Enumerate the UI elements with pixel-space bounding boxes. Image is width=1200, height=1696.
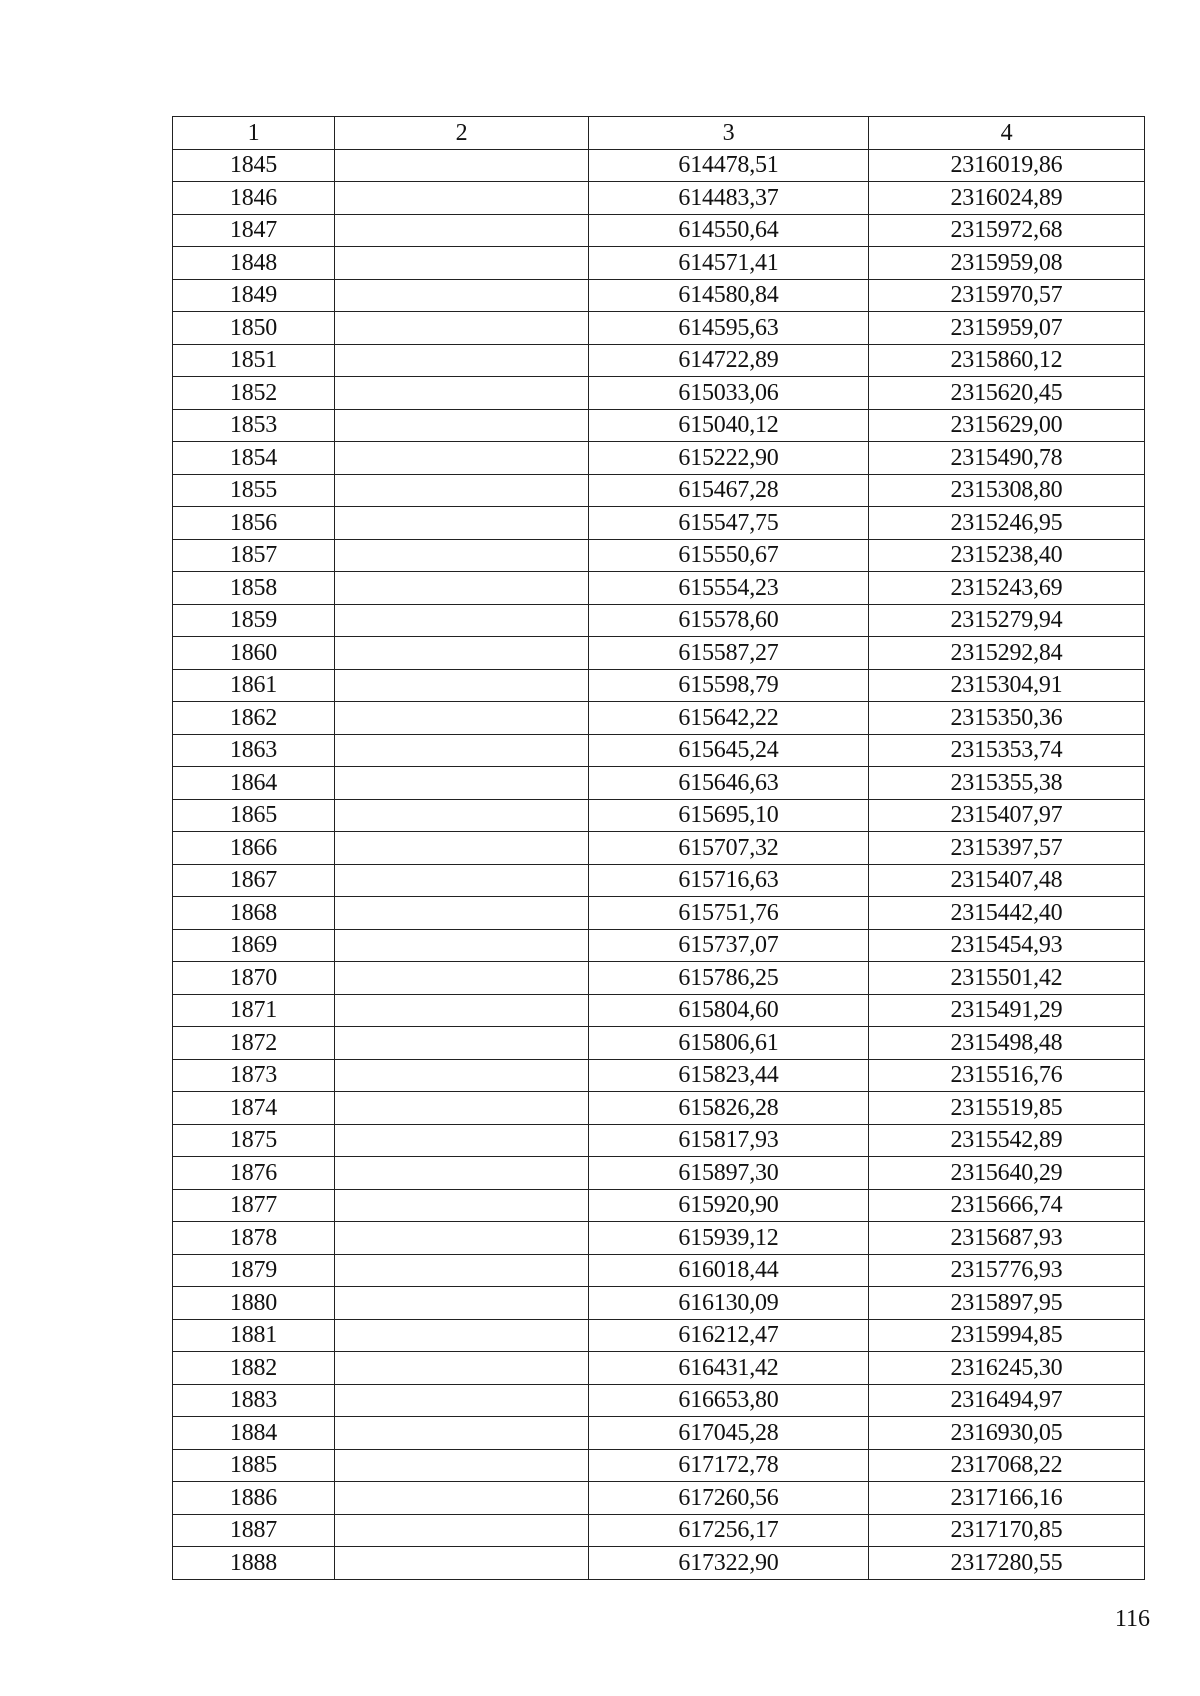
y-coordinate-cell: 2316494,97 — [869, 1384, 1145, 1417]
x-coordinate-cell: 615823,44 — [589, 1059, 869, 1092]
point-number-cell: 1871 — [173, 994, 335, 1027]
table-row — [173, 669, 1145, 702]
column-2-cell — [335, 1222, 589, 1255]
table-row — [173, 799, 1145, 832]
x-coordinate-cell: 615642,22 — [589, 702, 869, 735]
x-coordinate-cell: 616431,42 — [589, 1352, 869, 1385]
y-coordinate-cell: 2315516,76 — [869, 1059, 1145, 1092]
y-coordinate-cell: 2317280,55 — [869, 1547, 1145, 1580]
y-coordinate-cell: 2317170,85 — [869, 1514, 1145, 1547]
column-2-cell — [335, 507, 589, 540]
table-row — [173, 1449, 1145, 1482]
point-number-cell: 1867 — [173, 864, 335, 897]
column-2-cell — [335, 637, 589, 670]
x-coordinate-cell: 615645,24 — [589, 734, 869, 767]
point-number-cell: 1877 — [173, 1189, 335, 1222]
x-coordinate-cell: 615817,93 — [589, 1124, 869, 1157]
column-2-cell — [335, 474, 589, 507]
x-coordinate-cell: 614571,41 — [589, 247, 869, 280]
y-coordinate-cell: 2315279,94 — [869, 604, 1145, 637]
point-number-cell: 1845 — [173, 149, 335, 182]
table-row — [173, 344, 1145, 377]
y-coordinate-cell: 2315407,97 — [869, 799, 1145, 832]
column-2-cell — [335, 149, 589, 182]
y-coordinate-cell: 2315238,40 — [869, 539, 1145, 572]
column-2-cell — [335, 1124, 589, 1157]
y-coordinate-cell: 2317068,22 — [869, 1449, 1145, 1482]
point-number-cell: 1861 — [173, 669, 335, 702]
x-coordinate-cell: 615897,30 — [589, 1157, 869, 1190]
point-number-cell: 1857 — [173, 539, 335, 572]
y-coordinate-cell: 2315350,36 — [869, 702, 1145, 735]
column-2-cell — [335, 1384, 589, 1417]
y-coordinate-cell: 2315397,57 — [869, 832, 1145, 865]
column-2-cell — [335, 1189, 589, 1222]
column-2-cell — [335, 1319, 589, 1352]
x-coordinate-cell: 615550,67 — [589, 539, 869, 572]
point-number-cell: 1874 — [173, 1092, 335, 1125]
point-number-cell: 1864 — [173, 767, 335, 800]
x-coordinate-cell: 615040,12 — [589, 409, 869, 442]
x-coordinate-cell: 614580,84 — [589, 279, 869, 312]
point-number-cell: 1860 — [173, 637, 335, 670]
column-2-cell — [335, 409, 589, 442]
table-row — [173, 1222, 1145, 1255]
table-row — [173, 604, 1145, 637]
column-2-cell — [335, 247, 589, 280]
column-header-3: 3 — [589, 117, 869, 150]
table-row — [173, 1027, 1145, 1060]
y-coordinate-cell: 2315640,29 — [869, 1157, 1145, 1190]
point-number-cell: 1887 — [173, 1514, 335, 1547]
x-coordinate-cell: 615920,90 — [589, 1189, 869, 1222]
column-2-cell — [335, 864, 589, 897]
table-row — [173, 897, 1145, 930]
point-number-cell: 1882 — [173, 1352, 335, 1385]
x-coordinate-cell: 614595,63 — [589, 312, 869, 345]
table-row — [173, 1514, 1145, 1547]
table-row — [173, 1482, 1145, 1515]
table-row — [173, 149, 1145, 182]
y-coordinate-cell: 2315542,89 — [869, 1124, 1145, 1157]
y-coordinate-cell: 2315860,12 — [869, 344, 1145, 377]
y-coordinate-cell: 2315353,74 — [869, 734, 1145, 767]
x-coordinate-cell: 615826,28 — [589, 1092, 869, 1125]
y-coordinate-cell: 2315407,48 — [869, 864, 1145, 897]
point-number-cell: 1881 — [173, 1319, 335, 1352]
table-row — [173, 247, 1145, 280]
x-coordinate-cell: 615646,63 — [589, 767, 869, 800]
y-coordinate-cell: 2315897,95 — [869, 1287, 1145, 1320]
table-row — [173, 1157, 1145, 1190]
x-coordinate-cell: 615033,06 — [589, 377, 869, 410]
column-2-cell — [335, 929, 589, 962]
point-number-cell: 1859 — [173, 604, 335, 637]
column-2-cell — [335, 1027, 589, 1060]
x-coordinate-cell: 615695,10 — [589, 799, 869, 832]
x-coordinate-cell: 615587,27 — [589, 637, 869, 670]
column-2-cell — [335, 344, 589, 377]
table-row — [173, 377, 1145, 410]
y-coordinate-cell: 2315442,40 — [869, 897, 1145, 930]
point-number-cell: 1854 — [173, 442, 335, 475]
table-row — [173, 767, 1145, 800]
y-coordinate-cell: 2315454,93 — [869, 929, 1145, 962]
table-row — [173, 214, 1145, 247]
point-number-cell: 1847 — [173, 214, 335, 247]
x-coordinate-cell: 615707,32 — [589, 832, 869, 865]
y-coordinate-cell: 2315776,93 — [869, 1254, 1145, 1287]
x-coordinate-cell: 616130,09 — [589, 1287, 869, 1320]
y-coordinate-cell: 2316245,30 — [869, 1352, 1145, 1385]
table-row — [173, 1059, 1145, 1092]
table-row — [173, 507, 1145, 540]
table-row — [173, 1417, 1145, 1450]
column-2-cell — [335, 669, 589, 702]
x-coordinate-cell: 615467,28 — [589, 474, 869, 507]
point-number-cell: 1866 — [173, 832, 335, 865]
column-2-cell — [335, 1092, 589, 1125]
column-2-cell — [335, 767, 589, 800]
x-coordinate-cell: 617256,17 — [589, 1514, 869, 1547]
x-coordinate-cell: 616018,44 — [589, 1254, 869, 1287]
column-2-cell — [335, 604, 589, 637]
column-2-cell — [335, 1547, 589, 1580]
y-coordinate-cell: 2315972,68 — [869, 214, 1145, 247]
column-2-cell — [335, 832, 589, 865]
column-2-cell — [335, 702, 589, 735]
y-coordinate-cell: 2315519,85 — [869, 1092, 1145, 1125]
column-2-cell — [335, 1417, 589, 1450]
point-number-cell: 1876 — [173, 1157, 335, 1190]
point-number-cell: 1872 — [173, 1027, 335, 1060]
x-coordinate-cell: 616653,80 — [589, 1384, 869, 1417]
x-coordinate-cell: 615578,60 — [589, 604, 869, 637]
table-row — [173, 1352, 1145, 1385]
column-2-cell — [335, 214, 589, 247]
column-2-cell — [335, 1352, 589, 1385]
y-coordinate-cell: 2316930,05 — [869, 1417, 1145, 1450]
column-2-cell — [335, 572, 589, 605]
point-number-cell: 1846 — [173, 182, 335, 215]
column-header-2: 2 — [335, 117, 589, 150]
table-row — [173, 1287, 1145, 1320]
point-number-cell: 1883 — [173, 1384, 335, 1417]
table-header — [173, 117, 1145, 150]
x-coordinate-cell: 614478,51 — [589, 149, 869, 182]
column-2-cell — [335, 799, 589, 832]
point-number-cell: 1869 — [173, 929, 335, 962]
point-number-cell: 1858 — [173, 572, 335, 605]
point-number-cell: 1851 — [173, 344, 335, 377]
y-coordinate-cell: 2315620,45 — [869, 377, 1145, 410]
point-number-cell: 1870 — [173, 962, 335, 995]
table-row — [173, 1384, 1145, 1417]
x-coordinate-cell: 615598,79 — [589, 669, 869, 702]
point-number-cell: 1856 — [173, 507, 335, 540]
column-2-cell — [335, 377, 589, 410]
x-coordinate-cell: 614722,89 — [589, 344, 869, 377]
table-row — [173, 962, 1145, 995]
point-number-cell: 1848 — [173, 247, 335, 280]
point-number-cell: 1885 — [173, 1449, 335, 1482]
y-coordinate-cell: 2316024,89 — [869, 182, 1145, 215]
column-header-1: 1 — [173, 117, 335, 150]
y-coordinate-cell: 2315666,74 — [869, 1189, 1145, 1222]
column-2-cell — [335, 897, 589, 930]
table-row — [173, 312, 1145, 345]
column-2-cell — [335, 182, 589, 215]
table-row — [173, 1254, 1145, 1287]
y-coordinate-cell: 2315687,93 — [869, 1222, 1145, 1255]
x-coordinate-cell: 615786,25 — [589, 962, 869, 995]
x-coordinate-cell: 615751,76 — [589, 897, 869, 930]
column-2-cell — [335, 962, 589, 995]
column-header-4: 4 — [869, 117, 1145, 150]
coordinates-table — [172, 116, 1145, 1580]
point-number-cell: 1878 — [173, 1222, 335, 1255]
table-row — [173, 929, 1145, 962]
y-coordinate-cell: 2315490,78 — [869, 442, 1145, 475]
x-coordinate-cell: 615737,07 — [589, 929, 869, 962]
table-row — [173, 1189, 1145, 1222]
x-coordinate-cell: 615547,75 — [589, 507, 869, 540]
x-coordinate-cell: 615939,12 — [589, 1222, 869, 1255]
y-coordinate-cell: 2315308,80 — [869, 474, 1145, 507]
y-coordinate-cell: 2317166,16 — [869, 1482, 1145, 1515]
x-coordinate-cell: 617260,56 — [589, 1482, 869, 1515]
table-row — [173, 637, 1145, 670]
table-row — [173, 832, 1145, 865]
page-number: 116 — [1114, 1606, 1150, 1632]
point-number-cell: 1849 — [173, 279, 335, 312]
point-number-cell: 1855 — [173, 474, 335, 507]
table-row — [173, 539, 1145, 572]
point-number-cell: 1862 — [173, 702, 335, 735]
y-coordinate-cell: 2315304,91 — [869, 669, 1145, 702]
table-row — [173, 702, 1145, 735]
column-2-cell — [335, 539, 589, 572]
table-row — [173, 474, 1145, 507]
table-row — [173, 994, 1145, 1027]
column-2-cell — [335, 1254, 589, 1287]
table-row — [173, 1547, 1145, 1580]
y-coordinate-cell: 2315491,29 — [869, 994, 1145, 1027]
y-coordinate-cell: 2316019,86 — [869, 149, 1145, 182]
column-2-cell — [335, 734, 589, 767]
point-number-cell: 1884 — [173, 1417, 335, 1450]
table-row — [173, 1319, 1145, 1352]
y-coordinate-cell: 2315243,69 — [869, 572, 1145, 605]
point-number-cell: 1868 — [173, 897, 335, 930]
column-2-cell — [335, 1482, 589, 1515]
column-2-cell — [335, 1514, 589, 1547]
column-2-cell — [335, 1287, 589, 1320]
column-2-cell — [335, 994, 589, 1027]
point-number-cell: 1886 — [173, 1482, 335, 1515]
point-number-cell: 1853 — [173, 409, 335, 442]
column-2-cell — [335, 1157, 589, 1190]
table-row — [173, 279, 1145, 312]
point-number-cell: 1852 — [173, 377, 335, 410]
point-number-cell: 1880 — [173, 1287, 335, 1320]
table-row — [173, 1092, 1145, 1125]
y-coordinate-cell: 2315994,85 — [869, 1319, 1145, 1352]
x-coordinate-cell: 617045,28 — [589, 1417, 869, 1450]
table-row — [173, 572, 1145, 605]
column-2-cell — [335, 279, 589, 312]
y-coordinate-cell: 2315292,84 — [869, 637, 1145, 670]
table-row — [173, 182, 1145, 215]
x-coordinate-cell: 615806,61 — [589, 1027, 869, 1060]
x-coordinate-cell: 615804,60 — [589, 994, 869, 1027]
y-coordinate-cell: 2315501,42 — [869, 962, 1145, 995]
table-row — [173, 409, 1145, 442]
y-coordinate-cell: 2315959,07 — [869, 312, 1145, 345]
x-coordinate-cell: 617172,78 — [589, 1449, 869, 1482]
y-coordinate-cell: 2315498,48 — [869, 1027, 1145, 1060]
point-number-cell: 1879 — [173, 1254, 335, 1287]
point-number-cell: 1888 — [173, 1547, 335, 1580]
table-row — [173, 1124, 1145, 1157]
point-number-cell: 1875 — [173, 1124, 335, 1157]
table-row — [173, 734, 1145, 767]
point-number-cell: 1863 — [173, 734, 335, 767]
column-2-cell — [335, 1059, 589, 1092]
x-coordinate-cell: 615222,90 — [589, 442, 869, 475]
column-2-cell — [335, 442, 589, 475]
x-coordinate-cell: 616212,47 — [589, 1319, 869, 1352]
table-row — [173, 442, 1145, 475]
table-row — [173, 864, 1145, 897]
column-2-cell — [335, 312, 589, 345]
x-coordinate-cell: 615554,23 — [589, 572, 869, 605]
x-coordinate-cell: 615716,63 — [589, 864, 869, 897]
y-coordinate-cell: 2315629,00 — [869, 409, 1145, 442]
header-row — [173, 117, 1145, 150]
x-coordinate-cell: 614483,37 — [589, 182, 869, 215]
x-coordinate-cell: 617322,90 — [589, 1547, 869, 1580]
y-coordinate-cell: 2315970,57 — [869, 279, 1145, 312]
x-coordinate-cell: 614550,64 — [589, 214, 869, 247]
y-coordinate-cell: 2315355,38 — [869, 767, 1145, 800]
y-coordinate-cell: 2315246,95 — [869, 507, 1145, 540]
point-number-cell: 1850 — [173, 312, 335, 345]
column-2-cell — [335, 1449, 589, 1482]
y-coordinate-cell: 2315959,08 — [869, 247, 1145, 280]
table-body — [173, 149, 1145, 1579]
point-number-cell: 1865 — [173, 799, 335, 832]
point-number-cell: 1873 — [173, 1059, 335, 1092]
